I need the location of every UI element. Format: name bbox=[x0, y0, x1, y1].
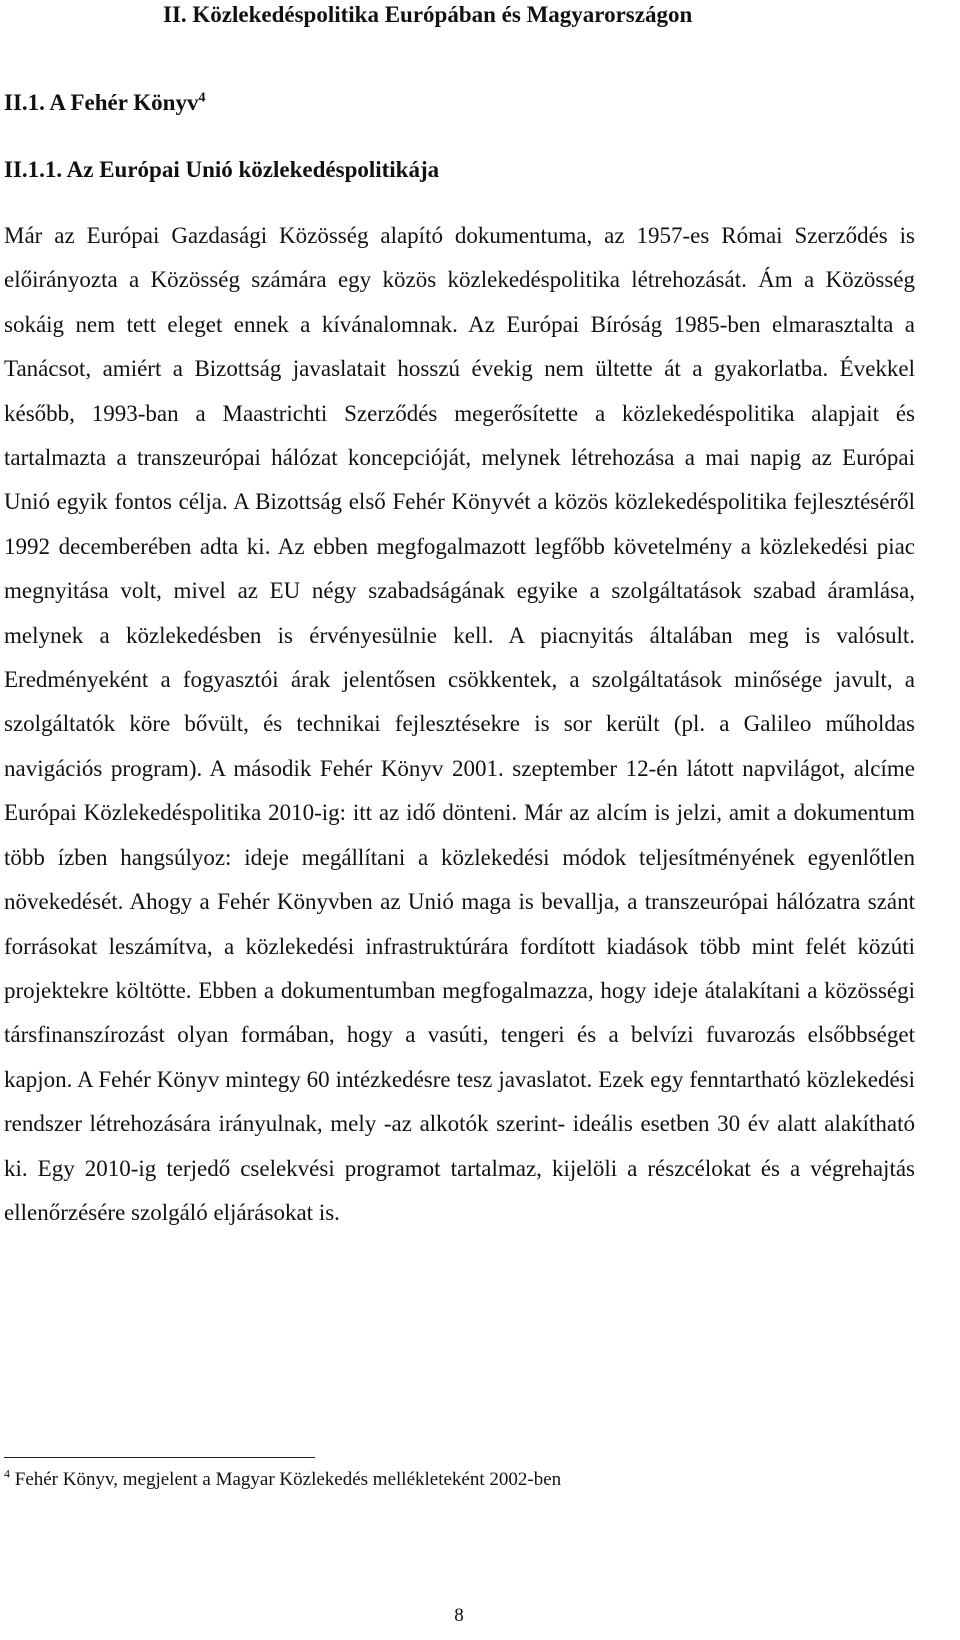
page-number: 8 bbox=[454, 1605, 464, 1626]
footnote bbox=[4, 1467, 561, 1493]
body-paragraph: Már az Európai Gazdasági Közösség alapító dokumentuma, az 1957-es Római Szerződés is előirányozta a Közösség számára egy közös közlekedéspolitika létrehozását. Ám a Közösség sokáig nem tett eleget ennek a kívánalomnak. Az Európai Bíróság 1985-ben elmarasztalta a Tanácsot, amiért a Bizottság javaslatait hosszú évekig nem ültette át a gyakorlatba. Évekkel később, 1993-ban a Maastrichti Szerződés megerősítette a közlekedéspolitika alapjait és tartalmazta a transzeurópai hálózat koncepcióját, melynek létrehozása a mai napig az Európai Unió egyik fontos célja. A Bizottság első Fehér Könyvét a közös közlekedéspolitika fejlesztéséről 1992 decemberében adta ki. Az ebben megfogalmazott legfőbb követelmény a közlekedési piac megnyitása volt, mivel az EU négy szabadságának egyike a szolgáltatások szabad áramlása, melynek a közlekedésben is érvényesülnie kell. A piacnyitás általában meg is valósult. Eredményeként a fogyasztói árak jelentősen csökkentek, a szolgáltatások minősége javult, a szolgáltatók köre bővült, és technikai fejlesztésekre is sor került (pl. a Galileo műholdas navigációs program). A második Fehér Könyv 2001. szeptember 12-én látott napvilágot, alcíme Európai Közlekedéspolitika 2010-ig: itt az idő dönteni. Már az alcím is jelzi, amit a dokumentum több ízben hangsúlyoz: ideje megállítani a közlekedési módok teljesítményének egyenlőtlen növekedését. Ahogy a Fehér Könyvben az Unió maga is bevallja, a transzeurópai hálózatra szánt forrásokat leszámítva, a közlekedési infrastruktúrára fordított kiadások több mint felét közúti projektekre költötte. Ebben a dokumentumban megfogalmazza, hogy ideje átalakítani a közösségi társfinanszírozást olyan formában, hogy a vasúti, tengeri és a belvízi fuvarozás elsőbbséget kapjon. A Fehér Könyv mintegy 60 intézkedésre tesz javaslatot. Ezek egy fenntartható közlekedési rendszer létrehozására irányulnak, mely -az alkotók szerint- ideális esetben 30 év alatt alakítható ki. Egy 2010-ig terjedő cselekvési programot tartalmaz, kijelöli a részcélokat és a végrehajtás ellenőrzésére szolgáló eljárásokat is. bbox=[4, 223, 915, 1225]
footnote-marker: 4 bbox=[4, 1466, 10, 1481]
chapter-title: II. Közlekedéspolitika Európában és Magyarországon bbox=[163, 2, 693, 27]
subsection-title: II.1.1. Az Európai Unió közlekedéspolitikája bbox=[4, 157, 440, 182]
footnote-divider bbox=[4, 1457, 315, 1458]
footnote-reference[interactable]: 4 bbox=[198, 90, 206, 106]
footnote-text: Fehér Könyv, megjelent a Magyar Közlekedés mellékleteként 2002-ben bbox=[10, 1469, 562, 1490]
section-title bbox=[4, 88, 205, 118]
section-title-text: II.1. A Fehér Könyv bbox=[4, 90, 199, 115]
